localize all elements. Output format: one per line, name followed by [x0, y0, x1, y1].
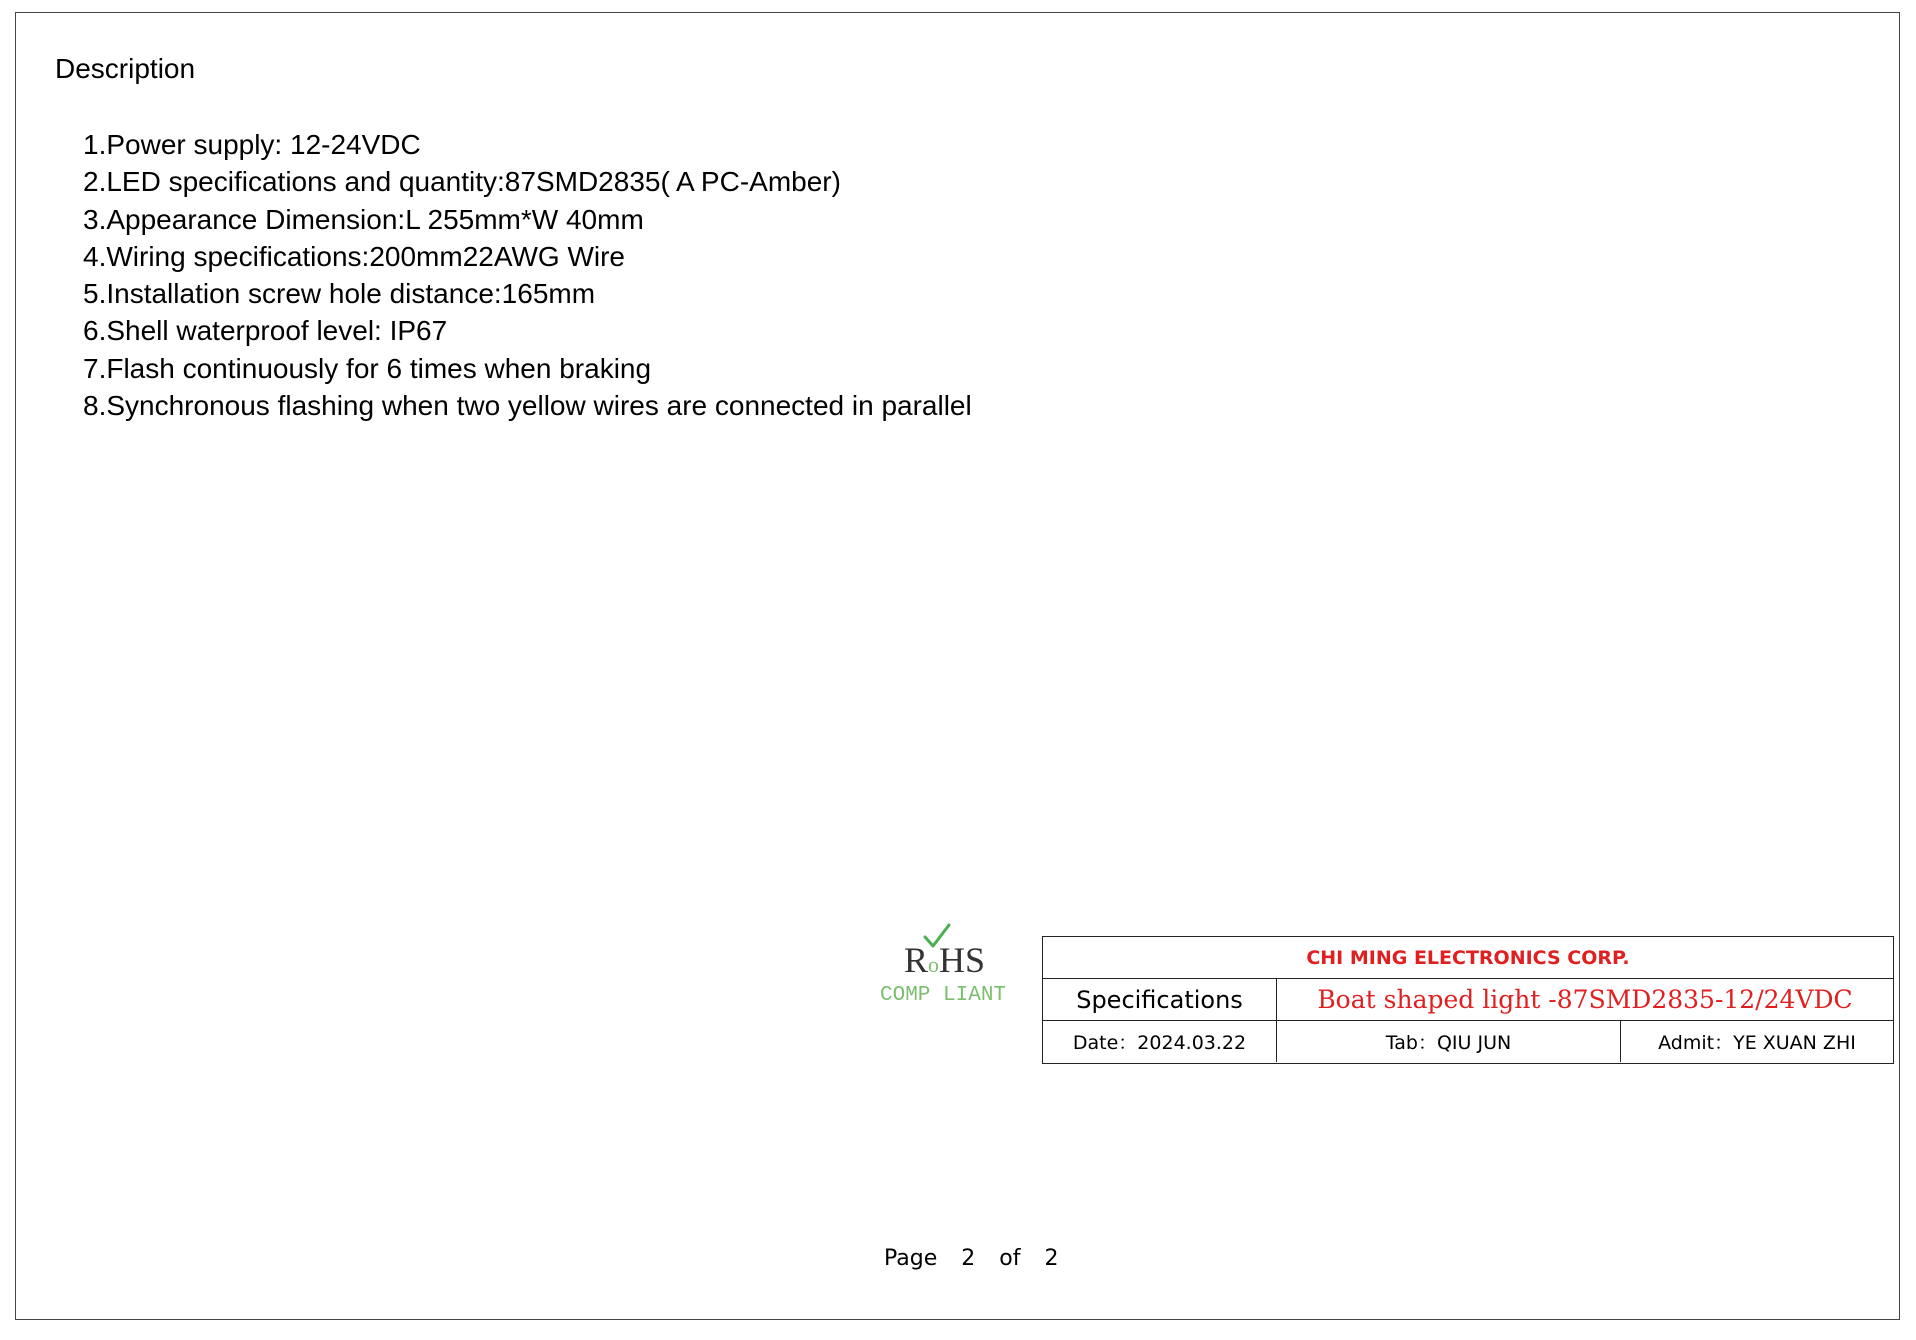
admit-cell: Admit：YE XUAN ZHI — [1658, 1032, 1856, 1054]
title-block — [1042, 936, 1894, 1064]
spec-list — [83, 126, 972, 424]
spec-item-flash: 7.Flash continuously for 6 times when braking — [83, 352, 652, 384]
spec-value: Boat shaped light -87SMD2835-12/24VDC — [1317, 985, 1853, 1014]
of-word: of — [999, 1246, 1021, 1271]
tab-cell: Tab：QIU JUN — [1277, 1021, 1621, 1062]
rohs-letters-hs: HS — [939, 940, 986, 980]
page-current: 2 — [961, 1246, 976, 1271]
spec-item-sync-flash: 8.Synchronous flashing when two yellow wires are connected in parallel — [83, 390, 972, 422]
signoff-row — [1043, 1021, 1893, 1062]
spec-item-waterproof: 6.Shell waterproof level: IP67 — [83, 315, 448, 347]
spec-label: Specifications — [1043, 979, 1277, 1020]
rohs-letter-o: o — [928, 952, 940, 977]
date-cell: Date：2024.03.22 — [1043, 1021, 1277, 1062]
spec-item-dimension: 3.Appearance Dimension:L 255mm*W 40mm — [83, 203, 644, 235]
spec-row — [1043, 979, 1893, 1021]
page-total: 2 — [1044, 1246, 1059, 1271]
spec-item-led-specs: 2.LED specifications and quantity:87SMD2835( A PC-Amber) — [83, 166, 841, 198]
company-name: CHI MING ELECTRONICS CORP. — [1043, 937, 1893, 979]
spec-item-screw-hole: 5.Installation screw hole distance:165mm — [83, 278, 596, 310]
rohs-compliant-text: COMP LIANT — [880, 984, 1007, 1007]
description-heading: Description — [55, 53, 196, 84]
rohs-wordmark — [904, 942, 985, 983]
spec-item-power-supply: 1.Power supply: 12-24VDC — [83, 129, 421, 160]
rohs-letter-r: R — [904, 940, 929, 980]
page-footer — [870, 1217, 1058, 1273]
page-word: Page — [884, 1246, 938, 1271]
rohs-compliant-logo — [872, 920, 1012, 1010]
spec-item-wiring: 4.Wiring specifications:200mm22AWG Wire — [83, 240, 626, 272]
